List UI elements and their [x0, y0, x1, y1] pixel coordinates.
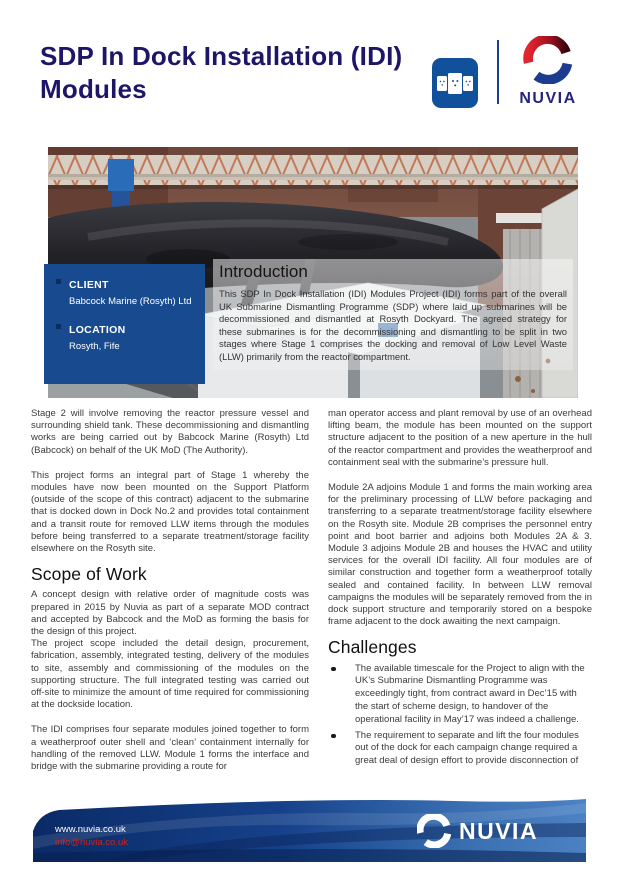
paragraph: Stage 2 will involve removing the reactor pressure vessel and surrounding shield tank. These decommissioning and dismantling works are being carried out by Babcock Marine (Rosyth) Ltd (Babcock) on behalf of the UK MoD (The Authority). — [31, 408, 309, 456]
footer-band — [33, 797, 586, 862]
paragraph: man operator access and plant removal by use of an overhead lifting beam, the module has been mounted on the support structure adjacent to the position of a new aperture in the hull of the reactor compartment and provides the weatherproof and containment seal with the submarine’s pressure hull. — [328, 408, 592, 468]
footer-nuvia-logo — [417, 814, 538, 848]
bullet-icon — [331, 667, 336, 672]
body-columns — [31, 408, 592, 786]
info-panel — [44, 264, 205, 384]
nuvia-wordmark: NUVIA — [519, 90, 577, 107]
waste-package-icon — [437, 76, 447, 91]
intro-body: This SDP In Dock Installation (IDI) Modules Project (IDI) forms part of the overall UK Submarine Dismantling Programme (SDP) where laid up submarines will be decommissioned and dismantled at Rosyth Dockyard. The agreed strategy for these submarines is for the decommissioning and dismantling to be split in two stages where Stage 1 comprises the docking and removal of Low Level Waste (LLW) primarily from the reactor compartment. — [219, 288, 567, 362]
page-title: SDP In Dock Installation (IDI) Modules — [40, 41, 403, 104]
client-value: Babcock Marine (Rosyth) Ltd — [69, 296, 192, 307]
list-item — [328, 730, 592, 768]
header-divider — [497, 40, 499, 104]
footer-nuvia-wordmark: NUVIA — [459, 817, 539, 844]
paragraph: Module 2A adjoins Module 1 and forms the main working area for the preliminary processing of LLW before packaging and transferring to a separate treatment/storage facility elsewhere on the Rosyth site. Module 2B comprises the personnel entry point and boot barrier and adjoins both Modules 2A & 3. Module 3 adjoins Module 2B and houses the HVAC and utility services for the overall IDI facility. All four modules are of similar construction and together form a weatherproof totally sealed and contained facility. In between LLW removal campaigns the modules will be separately removed from the in dock support structure and temporarily stored on a bespoke frame adjacent to the dock awaiting the next campaign. — [328, 482, 592, 628]
intro-heading: Introduction — [219, 262, 308, 281]
nuvia-swirl-icon — [417, 814, 451, 848]
paragraph: The IDI comprises four separate modules joined together to form a weatherproof outer shell and ‘clean’ containment internally for handling of the removed LLW. Module 1 forms the interface and bridge with the submarine providing a route for — [31, 724, 309, 773]
left-column — [31, 408, 309, 786]
client-row — [56, 275, 195, 293]
bullet-icon — [331, 734, 336, 739]
square-bullet-icon — [56, 324, 61, 329]
client-label: CLIENT — [69, 279, 109, 291]
nuvia-logo — [506, 36, 590, 108]
list-item-text: The requirement to separate and lift the four modules out of the dock for each campaign change required a great deal of design effort to provide disconnection of — [355, 729, 579, 767]
trefoil-icon — [451, 79, 459, 87]
paragraph: The project scope included the detail design, procurement, fabrication, assembly, integrated testing, delivery of the modules to site, assembly and commissioning of the modules on the supporting structure. The full integrated testing was carried out off-site to minimize the amount of time required for commissioning at the dockside location. — [31, 638, 309, 711]
waste-package-icon — [448, 73, 462, 94]
location-value: Rosyth, Fife — [69, 341, 120, 352]
location-row — [56, 320, 195, 338]
list-item-text: The available timescale for the Project to align with the UK’s Submarine Dismantling Programme was exceedingly tight, from contract award in Dec’15 with the start of scheme design, to handover of the operational facility in May’17 was indeed a challenge. — [355, 662, 585, 725]
list-item — [328, 663, 592, 727]
nuvia-swirl-icon — [523, 36, 573, 84]
paragraph: This project forms an integral part of Stage 1 whereby the modules have now been mounted on the Support Platform (outside of the scope of this contract) adjacent to the submarine that is docked down in Dock No.2 and provides total containment and a transit route for removed LLW items through the modules before being transferred to a separate treatment/storage facility elsewhere on the Rosyth site. — [31, 469, 309, 555]
footer-website-link[interactable]: www.nuvia.co.uk — [55, 824, 126, 835]
intro-section — [213, 259, 573, 370]
footer-links — [55, 823, 128, 849]
waste-package-icon — [463, 76, 473, 91]
trefoil-icon — [439, 80, 445, 86]
right-column — [328, 408, 592, 786]
challenges-heading: Challenges — [328, 637, 417, 658]
radioactive-packages-icon — [432, 58, 478, 108]
footer-email-link[interactable]: info@nuvia.co.uk — [55, 837, 129, 848]
trefoil-icon — [465, 80, 471, 86]
location-label: LOCATION — [69, 324, 126, 336]
paragraph: A concept design with relative order of magnitude costs was prepared in 2015 by Nuvia as part of a separate MOD contract and accepted by Babcock and the MoD as forming the basis for the design of this project. — [31, 589, 309, 638]
scope-of-work-heading: Scope of Work — [31, 564, 147, 585]
challenges-list — [328, 663, 592, 768]
square-bullet-icon — [56, 279, 61, 284]
